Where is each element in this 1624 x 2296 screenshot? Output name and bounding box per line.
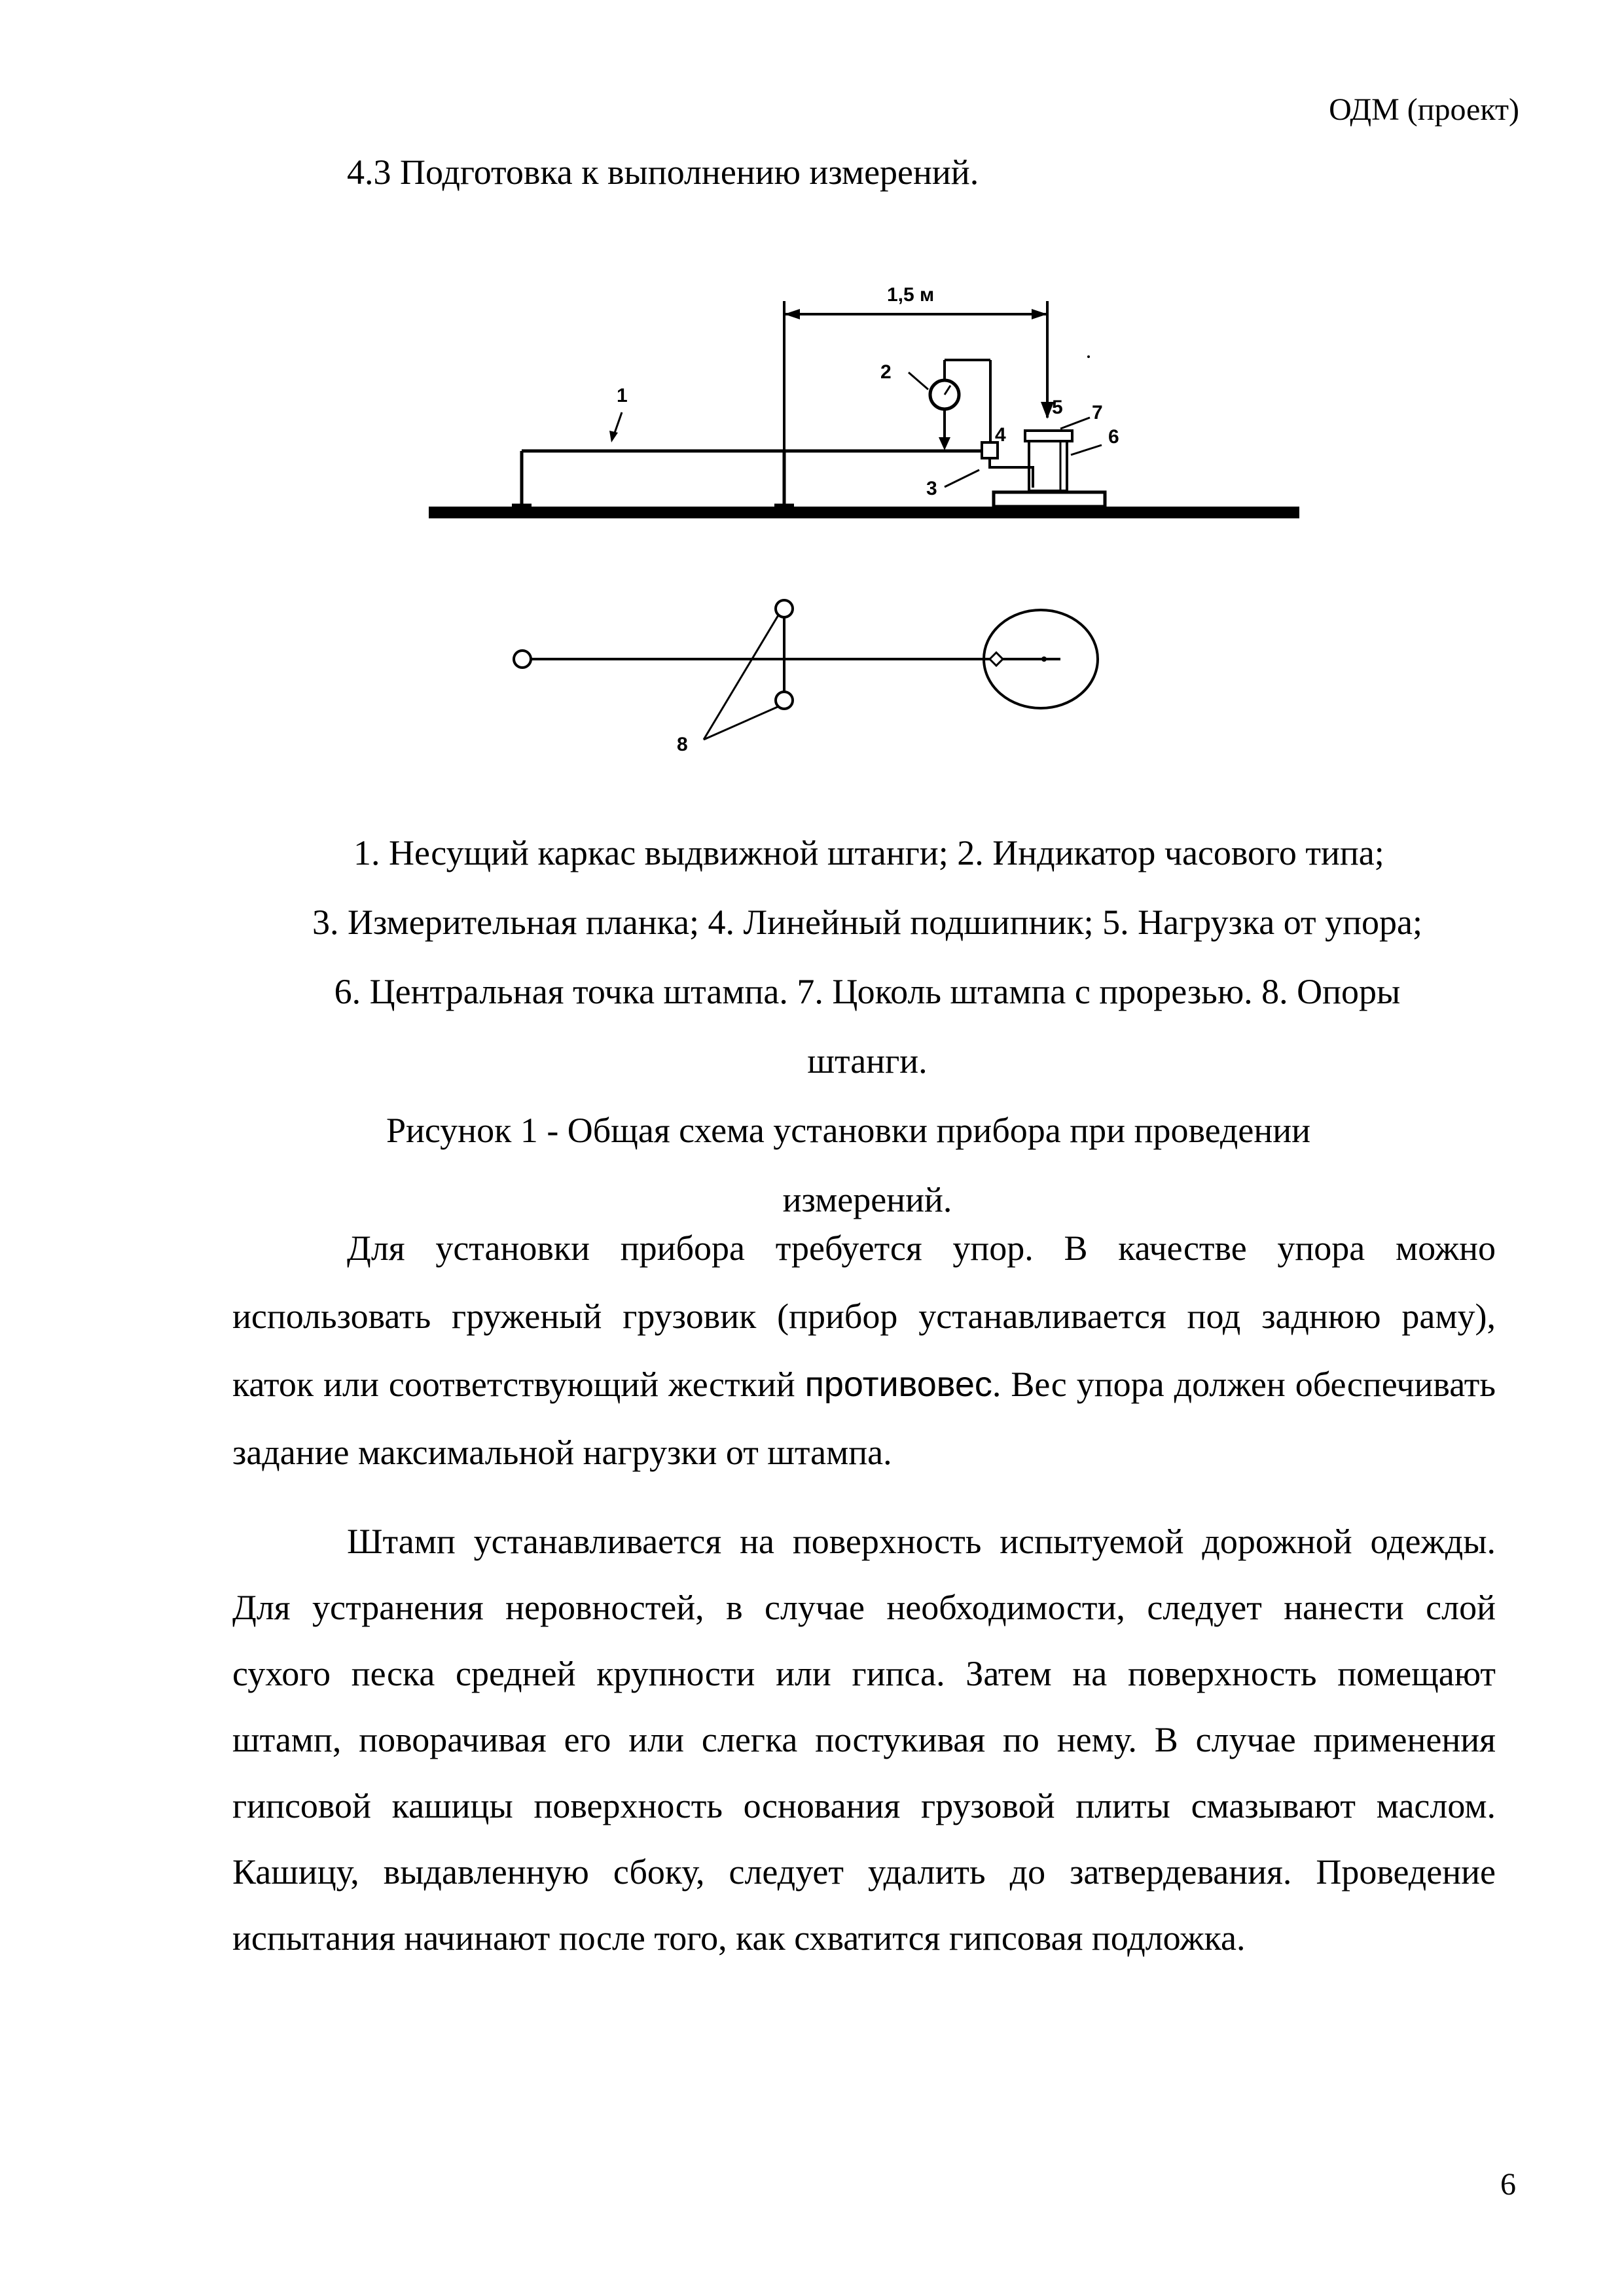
legend-line-4: штанги. <box>807 1041 928 1081</box>
figure-1-schematic <box>0 0 1624 785</box>
paragraph-stamp <box>232 1509 1496 1971</box>
paragraph-stamp-text: Штамп устанавливается на поверхность испытуемой дорожной одежды. Для устранения неровностей, в случае необходимости, следует нанести слой сухого песка средней крупности или гипса. Затем на поверхность помещают штамп, поворачивая его или слегка постукивая по нему. В случае применения гипсовой кашицы поверхность основания грузовой плиты смазывают маслом. Кашицу, выдавленную сбоку, следует удалить до затвердевания. Проведение испытания начинают после того, как схватится гипсовая подложка. <box>232 1522 1496 1958</box>
ground-line <box>429 507 1299 518</box>
support-top <box>776 600 793 617</box>
legend-line-3: 6. Центральная точка штампа. 7. Цоколь штампа с прорезью. 8. Опоры <box>334 972 1401 1011</box>
paragraph-support-text-end: . Вес упора должен обеспечивать задание максимальной нагрузки от штампа. <box>232 1365 1496 1472</box>
base-plate <box>994 492 1105 507</box>
callout-6: 6 <box>1108 426 1119 448</box>
callout-8: 8 <box>677 734 688 755</box>
figure-legend <box>236 818 1499 1234</box>
paragraph-support <box>232 1214 1496 1486</box>
paragraph-support-text: Для установки прибора требуется упор. В качестве упора можно использовать груженый грузовик (прибор устанавливается под заднюю раму), каток или соответствующий жесткий <box>232 1229 1496 1404</box>
page-number: 6 <box>1500 2167 1516 2202</box>
figure-caption: Рисунок 1 - Общая схема установки прибора при проведении <box>386 1111 1311 1150</box>
callout-1: 1 <box>617 385 628 406</box>
stamp-top <box>1025 431 1072 441</box>
document-header: ОДМ (проект) <box>1329 92 1519 127</box>
legend-line-2: 3. Измерительная планка; 4. Линейный подшипник; 5. Нагрузка от упора; <box>312 903 1423 942</box>
figure-caption-end: измерений. <box>782 1180 952 1219</box>
counterweight-word: противовес <box>804 1365 992 1404</box>
support-bottom <box>776 692 793 709</box>
callout-7: 7 <box>1092 402 1103 423</box>
callout-3: 3 <box>926 478 937 499</box>
callout-5: 5 <box>1052 397 1063 418</box>
distance-label: 1,5 м <box>887 284 935 306</box>
callout-4: 4 <box>995 424 1006 446</box>
legend-line-1: 1. Несущий каркас выдвижной штанги; 2. Индикатор часового типа; <box>353 833 1384 872</box>
callout-2: 2 <box>880 361 892 383</box>
section-title: 4.3 Подготовка к выполнению измерений. <box>347 152 979 192</box>
